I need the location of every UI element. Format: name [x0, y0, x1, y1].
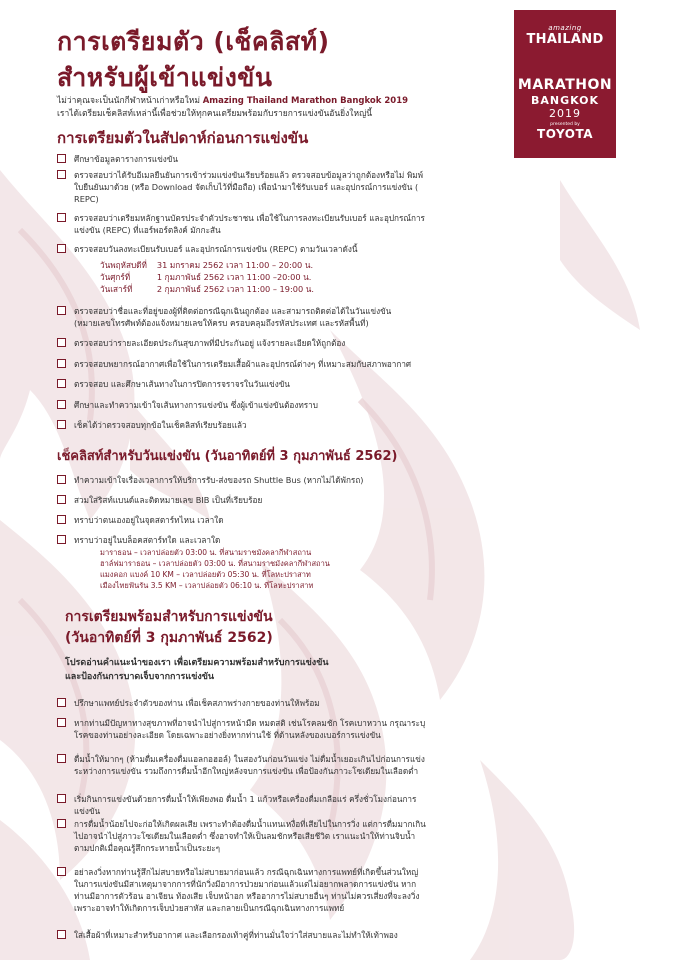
- checklist-item[interactable]: สวมใส่ริสท์แบนด์และติดหมายเลข BIB เป็นที่เรียบร้อย: [57, 494, 427, 506]
- checklist-item[interactable]: เช็คได้ว่าตรวจสอบทุกข้อในเช็คลิสท์เรียบร้อยแล้ว: [57, 419, 427, 431]
- checklist-item[interactable]: ทราบว่าอยู่ในบล็อคสตาร์ทใด และเวลาใด: [57, 534, 427, 546]
- checklist-item[interactable]: ตรวจสอบว่ารายละเอียดประกันสุขภาพที่มีประกันอยู่ แจ้งรายละเอียดให้ถูกต้อง: [57, 337, 427, 349]
- checklist-item[interactable]: ตรวจสอบวันลงทะเบียนรับเบอร์ และอุปกรณ์การแข่งขัน (REPC) ตามวันเวลาดังนี้: [57, 243, 427, 255]
- checklist-item[interactable]: ตรวจสอบพยากรณ์อากาศเพื่อใช้ในการเตรียมเสื้อผ้าและอุปกรณ์ต่างๆ ที่เหมาะสมกับสภาพอากาศ: [57, 358, 427, 370]
- date-row: วันศุกร์ที่ 1 กุมภาพันธ์ 2562 เวลา 11:00 –20:00 น.: [100, 272, 312, 282]
- intro-part1: ไม่ว่าคุณจะเป็นนักกีฬาหน้าเก่าหรือใหม่: [57, 96, 203, 106]
- section-ready-subheading-2: และป้องกันการบาดเจ็บจากการแข่งขัน: [65, 672, 215, 682]
- checklist-item[interactable]: ตรวจสอบว่าชื่อและที่อยู่ของผู้ที่ติดต่อกรณีฉุกเฉินถูกต้อง และสามารถติดต่อได้ในวันแข่งขัน (หมายเลขโทรศัพท์ต้องแจ้งหมายเลขให้ครบ ครอบคลุมถึงรหัสประเทศ และรหัสพื้นที่): [57, 305, 427, 329]
- registration-dates: [100, 259, 324, 295]
- section-race-day-heading: เช็คลิสท์สำหรับวันแข่งขัน (วันอาทิตย์ที่ 3 กุมภาพันธ์ 2562): [57, 449, 398, 464]
- section-week-before-heading: การเตรียมตัวในสัปดาห์ก่อนการแข่งขัน: [57, 129, 309, 147]
- checkbox[interactable]: [57, 535, 66, 544]
- page-title-line2: สำหรับผู้เข้าแข่งขัน: [57, 63, 273, 92]
- checklist-item[interactable]: ตรวจสอบ และศึกษาเส้นทางในการปิดการจราจรในวันแข่งขัน: [57, 378, 427, 390]
- checklist-item[interactable]: ปรึกษาแพทย์ประจำตัวของท่าน เพื่อเช็คสภาพร่างกายของท่านให้พร้อม: [57, 697, 427, 709]
- checkbox[interactable]: [57, 170, 66, 179]
- start-time-line: ฮาล์ฟมาราธอน – เวลาปล่อยตัว 03:00 น. ที่สนามราชมังคลากีฬาสถาน: [100, 559, 330, 568]
- checkbox[interactable]: [57, 794, 66, 803]
- date-row: วันเสาร์ที่ 2 กุมภาพันธ์ 2562 เวลา 11:00 – 19:00 น.: [100, 284, 314, 294]
- checkbox[interactable]: [57, 400, 66, 409]
- event-logo: [514, 10, 616, 158]
- checkbox[interactable]: [57, 475, 66, 484]
- logo-bangkok: BANGKOK: [530, 94, 600, 107]
- intro-event-name: Amazing Thailand Marathon Bangkok 2019: [202, 96, 409, 106]
- start-time-line: มาราธอน – เวลาปล่อยตัว 03:00 น. ที่สนามราชมังคลากีฬาสถาน: [100, 548, 312, 557]
- section-ready-heading-2: (วันอาทิตย์ที่ 3 กุมภาพันธ์ 2562): [65, 630, 273, 646]
- date-row: วันพฤหัสบดีที่ 31 มกราคม 2562 เวลา 11:00 – 20:00 น.: [100, 260, 314, 270]
- checklist-item[interactable]: ดื่มน้ำให้มากๆ (ห้ามดื่มเครื่องดื่มแอลกอฮอล์) ในสองวันก่อนวันแข่ง ไม่ดื่มน้ำเยอะเกินไปก่อนการแข่ง ระหว่างการแข่งขัน รวมถึงการดื่มน้ำอีกใหญ่หลังจบการแข่งขัน เพื่อป้องกันภาวะโซเดียมในเลือดต่ำ: [57, 753, 427, 777]
- checkbox[interactable]: [57, 718, 66, 727]
- checkbox[interactable]: [57, 306, 66, 315]
- section-ready-subheading-1: โปรดอ่านคำแนะนำของเรา เพื่อเตรียมความพร้อมสำหรับการแข่งขัน: [65, 658, 329, 668]
- checklist-item[interactable]: ศึกษาและทำความเข้าใจเส้นทางการแข่งขัน ซึ่งผู้เข้าแข่งขันต้องทราบ: [57, 399, 427, 411]
- intro-text: [57, 95, 477, 121]
- checklist-item[interactable]: ศึกษาข้อมูลตารางการแข่งขัน: [57, 153, 427, 165]
- checkbox[interactable]: [57, 244, 66, 253]
- start-time-line: แมงคอก แบงค์ 10 KM – เวลาปล่อยตัว 05:30 น. ที่โลหะปราสาท: [100, 570, 311, 579]
- checkbox[interactable]: [57, 420, 66, 429]
- checklist-item[interactable]: อย่าลงวิ่งหากท่านรู้สึกไม่สบายหรือไม่สบายมาก่อนแล้ว กรณีฉุกเฉินทางการแพทย์ที่เกิดขึ้นส่วนใหญ่ ในการแข่งขันมีสาเหตุมาจากการที่นักวิ่งมีอาการป่วยมาก่อนแล้วแต่ไม่อยากพลาดการแข่งขัน หากท่านมีอาการตัวร้อน อาเจียน ท้องเสีย เจ็บหน้าอก หรืออาการไม่สบายอื่นๆ ท่านไม่ควรเสี่ยงที่จะลงวิ่งเพราะอาจทำให้เกิดการเจ็บป่วยสาหัส และกลายเป็นกรณีฉุกเฉินทางการแพทย์: [57, 866, 427, 914]
- checklist-item[interactable]: ใส่เสื้อผ้าที่เหมาะสำหรับอากาศ และเลือกรองเท้าคู่ที่ท่านมั่นใจว่าใส่สบายและไม่ทำให้เท้าพอง: [57, 929, 427, 941]
- checkbox[interactable]: [57, 867, 66, 876]
- checkbox[interactable]: [57, 515, 66, 524]
- checklist-item[interactable]: หากท่านมีปัญหาทางสุขภาพที่อาจนำไปสู่การหน้ามืด หมดสติ เช่นโรคลมชัก โรคเบาหวาน กรุณาระบุ โรคของท่านอย่างละเอียด โดยเฉพาะอย่างยิ่งหากท่านใช้ ที่ด้านหลังของเบอร์การแข่งขัน: [57, 717, 427, 741]
- checkbox[interactable]: [57, 359, 66, 368]
- checkbox[interactable]: [57, 930, 66, 939]
- section-ready-heading-1: การเตรียมพร้อมสำหรับการแข่งขัน: [65, 609, 273, 625]
- logo-marathon: MARATHON: [517, 77, 613, 93]
- checkbox[interactable]: [57, 698, 66, 707]
- start-times: [100, 547, 330, 591]
- checkbox[interactable]: [57, 379, 66, 388]
- checklist-item[interactable]: ตรวจสอบว่าได้รับอีเมลยืนยันการเข้าร่วมแข่งขันเรียบร้อยแล้ว ตรวจสอบข้อมูลว่าถูกต้องหรือไม่ พิมพ์ใบยืนยันมาด้วย (หรือ Download จัดเก็บไว้ที่มือถือ) เพื่อนำมาใช้รับเบอร์ และอุปกรณ์การแข่งขัน ( REPC): [57, 169, 427, 205]
- checkbox[interactable]: [57, 213, 66, 222]
- start-time-line: เมืองไทยฟันรัน 3.5 KM – เวลาปล่อยตัว 06:10 น. ที่โลหะปราสาท: [100, 581, 314, 590]
- logo-year: 2019: [549, 107, 581, 120]
- logo-amazing: amazing: [548, 24, 582, 32]
- logo-sponsor: TOYOTA: [537, 127, 593, 141]
- checklist-item[interactable]: ตรวจสอบว่าเตรียมหลักฐานบัตรประจำตัวประชาชน เพื่อใช้ในการลงทะเบียนรับเบอร์ และอุปกรณ์การแข่งขัน (REPC) ที่แอร์พอร์ตลิงค์ มักกะสัน: [57, 212, 427, 236]
- logo-presented: presented by: [550, 122, 580, 127]
- checkbox[interactable]: [57, 154, 66, 163]
- page-title-line1: การเตรียมตัว (เช็คลิสท์): [57, 27, 330, 56]
- checklist-item[interactable]: การดื่มน้ำน้อยไปจะก่อให้เกิดผลเสีย เพราะทำต้องดื่มน้ำแทนเหงื่อที่เสียไปในการวิ่ง แต่การดื่มมากเกินไปอาจนำไปสู่ภาวะโซเดียมในเลือดต่ำ ซึ่งอาจทำให้เป็นลมชักหรือเสียชีวิต เราแนะนำให้ท่านจิบน้ำตามปกติเมื่อคุณรู้สึกกระหายน้ำเป็นระยะๆ: [57, 818, 427, 854]
- checklist-item[interactable]: ทราบว่าตนเองอยู่ในจุดสตาร์ทไหน เวลาใด: [57, 514, 427, 526]
- intro-part2: เราได้เตรียมเช็คลิสท์เหล่านี้เพื่อช่วยให้ทุกคนเตรียมพร้อมกับรายการแข่งขันอันยิ่งใหญ่นี้: [57, 109, 373, 119]
- logo-thailand: THAILAND: [526, 32, 604, 47]
- checklist-item[interactable]: เริ่มกินการแข่งขันด้วยการดื่มน้ำให้เพียงพอ ดื่มน้ำ 1 แก้วหรือเครื่องดื่มเกลือแร่ ครึ่งชั่วโมงก่อนการแข่งขัน: [57, 793, 427, 817]
- checkbox[interactable]: [57, 495, 66, 504]
- checkbox[interactable]: [57, 338, 66, 347]
- checkbox[interactable]: [57, 754, 66, 763]
- checklist-item[interactable]: ทำความเข้าใจเรื่องเวลาการให้บริการรับ-ส่งของรถ Shuttle Bus (หากไม่ได้พักรถ): [57, 474, 427, 486]
- checkbox[interactable]: [57, 819, 66, 828]
